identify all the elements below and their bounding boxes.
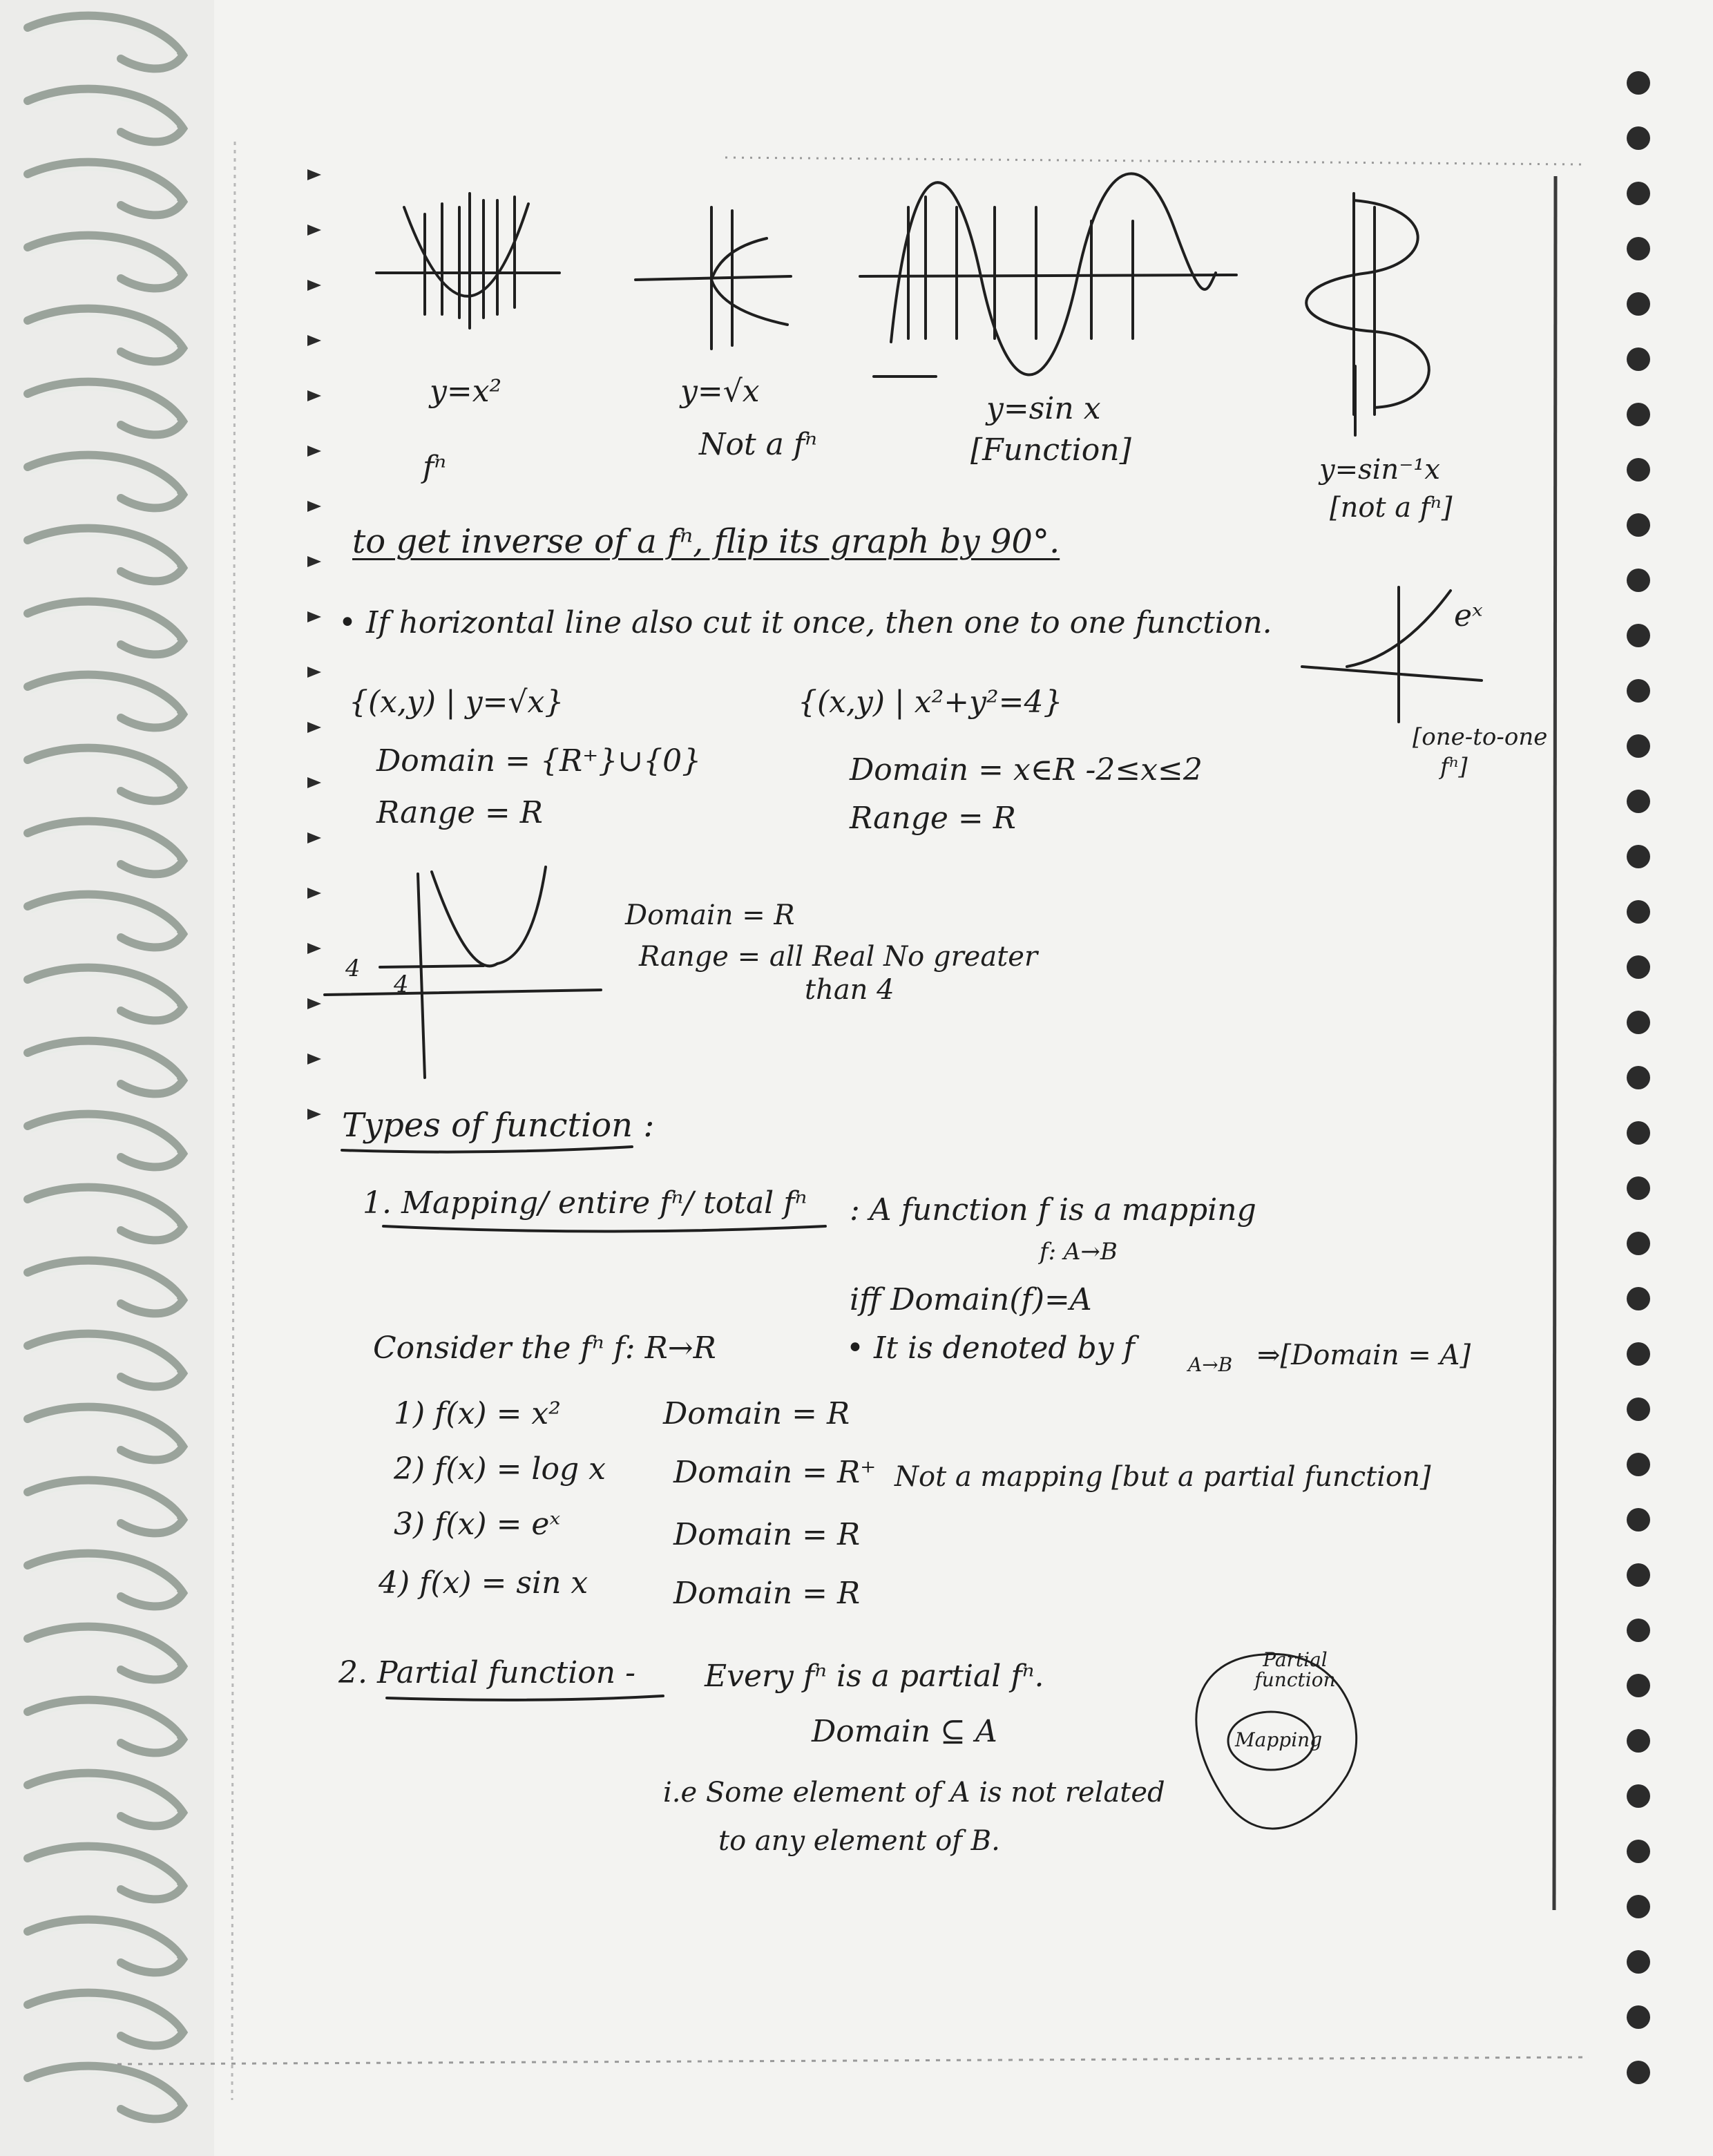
right-domain: Domain = x∈R -2≤x≤2	[850, 752, 1203, 788]
example4-function: 4) f(x) = sin x	[379, 1565, 588, 1601]
mapping-title-underline	[383, 1226, 825, 1232]
punched-hole	[1627, 1342, 1650, 1366]
punched-hole	[1627, 1950, 1650, 1974]
margin-arrow-mark	[307, 501, 321, 512]
left-range: Range = R	[376, 795, 543, 830]
bottom-rule-line	[117, 2057, 1589, 2064]
example2-function: 2) f(x) = log x	[394, 1451, 606, 1487]
left-domain: Domain = {R⁺}∪{0}	[376, 743, 702, 779]
graph2-equation: y=√x	[680, 374, 760, 409]
punched-hole	[1627, 1287, 1650, 1310]
margin-arrow-mark	[307, 611, 321, 622]
punched-hole	[1627, 1674, 1650, 1697]
example2-domain: Domain = R⁺	[673, 1455, 877, 1490]
one-to-one-label-line1: [one-to-one	[1413, 723, 1548, 751]
graph-parabola-x2	[376, 193, 559, 328]
margin-arrow-mark	[307, 335, 321, 346]
ex-graph-label: eˣ	[1454, 598, 1483, 633]
punched-hole	[1627, 624, 1650, 647]
margin-arrow-mark	[307, 169, 321, 180]
partial-domain: Domain ⊆ A	[812, 1714, 997, 1749]
example3-function: 3) f(x) = eˣ	[394, 1507, 561, 1542]
right-set: {(x,y) | x²+y²=4}	[798, 685, 1063, 720]
parabola-range-line1: Range = all Real No greater	[639, 941, 1038, 973]
punched-hole	[1627, 900, 1650, 924]
mapping-domain-box: ⇒[Domain = A]	[1257, 1339, 1471, 1371]
example1-domain: Domain = R	[663, 1396, 850, 1431]
partial-ie-line2: to any element of B.	[718, 1825, 1000, 1857]
one-to-one-label-line2: fⁿ]	[1440, 753, 1468, 781]
mapping-definition: : A function f is a mapping	[850, 1192, 1256, 1228]
mapping-denoted-subscript: A→B	[1188, 1353, 1233, 1376]
margin-arrow-mark	[307, 722, 321, 733]
graph4-status: [not a fⁿ]	[1330, 492, 1453, 524]
graph1-status: fⁿ	[423, 450, 447, 485]
punched-hole	[1627, 1784, 1650, 1808]
parabola-domain: Domain = R	[625, 899, 795, 931]
punched-hole	[1627, 1397, 1650, 1421]
punched-hole	[1627, 403, 1650, 426]
punched-hole	[1627, 458, 1650, 481]
punched-hole	[1627, 790, 1650, 813]
punched-hole	[1627, 679, 1650, 703]
mapping-denoted: • It is denoted by f	[846, 1330, 1135, 1366]
axis-tick-inner: 4	[394, 971, 409, 998]
mapping-title: 1. Mapping/ entire fⁿ/ total fⁿ	[363, 1185, 807, 1221]
graph3-equation: y=sin x	[986, 391, 1101, 426]
punched-holes	[1627, 71, 1650, 2084]
graph2-status: Not a fⁿ	[699, 427, 817, 462]
venn-outer-label: Partial function	[1254, 1648, 1336, 1692]
mapping-notation: f: A→B	[1040, 1238, 1118, 1266]
example2-note: Not a mapping [but a partial function]	[894, 1461, 1431, 1493]
partial-every: Every fⁿ is a partial fⁿ.	[705, 1659, 1044, 1694]
punched-hole	[1627, 513, 1650, 537]
margin-arrow-mark	[307, 556, 321, 567]
margin-arrow-mark	[307, 280, 321, 291]
punched-hole	[1627, 292, 1650, 316]
partial-title-underline	[387, 1696, 663, 1700]
types-heading: Types of function :	[342, 1106, 655, 1145]
punched-hole	[1627, 2061, 1650, 2084]
punched-hole	[1627, 955, 1650, 979]
margin-arrow-mark	[307, 998, 321, 1009]
mapping-iff: iff Domain(f)=A	[850, 1282, 1092, 1317]
parabola-range-line2: than 4	[805, 974, 894, 1006]
top-rule-line	[725, 158, 1582, 164]
punched-hole	[1627, 1453, 1650, 1476]
punched-hole	[1627, 1066, 1650, 1089]
margin-arrow-mark	[307, 832, 321, 843]
punched-hole	[1627, 734, 1650, 758]
inverse-note: to get inverse of a fⁿ, flip its graph by 90°.	[352, 522, 1060, 561]
margin-arrow-mark	[307, 390, 321, 401]
right-margin-line	[1554, 176, 1556, 1910]
punched-hole	[1627, 569, 1650, 592]
graph4-equation: y=sin⁻¹x	[1319, 454, 1440, 486]
punched-hole	[1627, 347, 1650, 371]
punched-hole	[1627, 1895, 1650, 1918]
margin-arrow-mark	[307, 943, 321, 954]
punched-hole	[1627, 845, 1650, 868]
margin-arrow-mark	[307, 225, 321, 236]
graph3-status: [Function]	[970, 432, 1131, 468]
graph-arcsine	[1306, 193, 1429, 435]
partial-title: 2. Partial function -	[338, 1655, 635, 1690]
punched-hole	[1627, 1619, 1650, 1642]
left-margin-line	[232, 142, 235, 2100]
punched-hole	[1627, 1563, 1650, 1587]
punched-hole	[1627, 237, 1650, 260]
punched-hole	[1627, 2005, 1650, 2029]
graph-sine	[860, 173, 1236, 376]
margin-arrow-mark	[307, 1053, 321, 1065]
example1-function: 1) f(x) = x²	[394, 1396, 561, 1431]
partial-ie-line1: i.e Some element of A is not related	[663, 1777, 1165, 1809]
punched-hole	[1627, 1176, 1650, 1200]
left-set: {(x,y) | y=√x}	[349, 685, 564, 720]
margin-arrow-mark	[307, 446, 321, 457]
consider-function: Consider the fⁿ f: R→R	[373, 1330, 716, 1366]
axis-tick-outer: 4	[345, 955, 361, 982]
punched-hole	[1627, 71, 1650, 95]
horizontal-line-note: • If horizontal line also cut it once, then one to one function.	[338, 605, 1272, 640]
punched-hole	[1627, 1232, 1650, 1255]
graph-parabola-min4	[325, 867, 601, 1078]
margin-arrow-mark	[307, 1109, 321, 1120]
punched-hole	[1627, 182, 1650, 205]
types-heading-underline	[342, 1147, 632, 1152]
punched-hole	[1627, 126, 1650, 150]
graph1-equation: y=x²	[430, 374, 502, 409]
punched-hole	[1627, 1508, 1650, 1532]
punched-hole	[1627, 1840, 1650, 1863]
punched-hole	[1627, 1011, 1650, 1034]
graph-sqrt	[635, 207, 791, 349]
right-range: Range = R	[850, 801, 1016, 836]
punched-hole	[1627, 1121, 1650, 1145]
venn-inner-label: Mapping	[1235, 1728, 1323, 1751]
margin-arrow-mark	[307, 888, 321, 899]
example3-domain: Domain = R	[673, 1517, 861, 1552]
margin-arrow-mark	[307, 667, 321, 678]
punched-hole	[1627, 1729, 1650, 1753]
example4-domain: Domain = R	[673, 1576, 861, 1611]
margin-arrow-mark	[307, 777, 321, 788]
margin-marks	[307, 169, 321, 1120]
